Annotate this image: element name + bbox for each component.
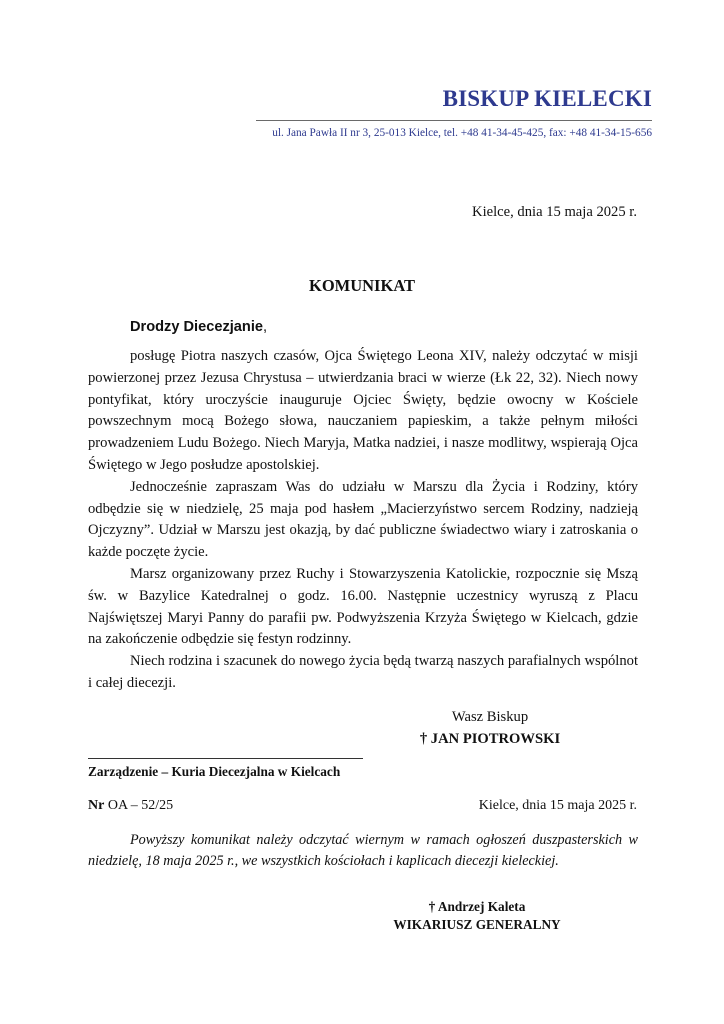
letterhead-title: BISKUP KIELECKI xyxy=(442,86,652,111)
bishop-name: † JAN PIOTROWSKI xyxy=(419,731,561,747)
paragraph-3: Marsz organizowany przez Ruchy i Stowarzyszenia Katolickie, rozpocznie się Mszą św. w Bazylice Katedralnej o godz. 16.00. Następnie uczestnicy wyruszą z Placu Najświętszej Maryi Panny do parafii pw. Podwyższenia Krzyża Świętego w Kielcach, gdzie na zakończenie odbędzie się festyn rodzinny. xyxy=(88,565,638,648)
document-title: KOMUNIKAT xyxy=(308,276,416,295)
footer-organization: Zarządzenie – Kuria Diecezjalna w Kielcach xyxy=(88,764,341,779)
vicar-signature xyxy=(380,898,574,934)
letterhead-divider xyxy=(256,120,652,121)
footer-date: Kielce, dnia 15 maja 2025 r. xyxy=(478,798,637,813)
paragraph-1: posługę Piotra naszych czasów, Ojca Świętego Leona XIV, należy odczytać w misji powierzonej przez Jezusa Chrystusa – utwierdzania braci w wierze (Łk 22, 32). Niech nowy pontyfikat, który uroczyście inauguruje Ojciec Święty, będzie owocny w Kościele powszechnym mocą Bożego słowa, nauczaniem papieskim, a także pełnym miłości prowadzeniem Ludu Bożego. Niech Maryja, Matka nadziei, i nasze modlitwy, wspierają Ojca Świętego w Jego posłudze apostolskiej. xyxy=(88,348,638,473)
vicar-name: † Andrzej Kaleta xyxy=(428,899,526,914)
letterhead-address: ul. Jana Pawła II nr 3, 25-013 Kielce, tel. +48 41-34-45-425, fax: +48 41-34-15-656 xyxy=(272,127,652,139)
document-date: Kielce, dnia 15 maja 2025 r. xyxy=(472,204,637,220)
reference-number xyxy=(88,798,173,814)
footer-note xyxy=(88,830,638,871)
bishop-signature xyxy=(390,706,590,750)
salutation-text: Drodzy Diecezjanie xyxy=(130,319,264,335)
salutation xyxy=(130,319,267,335)
reference-label: Nr xyxy=(88,798,105,813)
reference-value: OA – 52/25 xyxy=(107,798,174,813)
footer-divider xyxy=(88,758,363,759)
letter-body xyxy=(88,346,638,695)
signature-closing: Wasz Biskup xyxy=(451,709,529,725)
paragraph-2: Jednocześnie zapraszam Was do udziału w Marszu dla Życia i Rodziny, który odbędzie się w niedzielę, 25 maja pod hasłem „Macierzyństwo sercem Rodziny, nadzieją Ojczyzny”. Udział w Marszu jest okazją, by dać publiczne świadectwo wiary i zatroskania o każde poczęte życie. xyxy=(88,478,638,561)
paragraph-4: Niech rodzina i szacunek do nowego życia będą twarzą naszych parafialnych wspólnot i całej diecezji. xyxy=(88,653,638,691)
footer-note-text: Powyższy komunikat należy odczytać wiernym w ramach ogłoszeń duszpasterskich w niedzielę, 18 maja 2025 r., we wszystkich kościołach i kaplicach diecezji kieleckiej. xyxy=(88,832,638,869)
salutation-punct: , xyxy=(263,319,268,335)
vicar-title: WIKARIUSZ GENERALNY xyxy=(393,917,561,932)
